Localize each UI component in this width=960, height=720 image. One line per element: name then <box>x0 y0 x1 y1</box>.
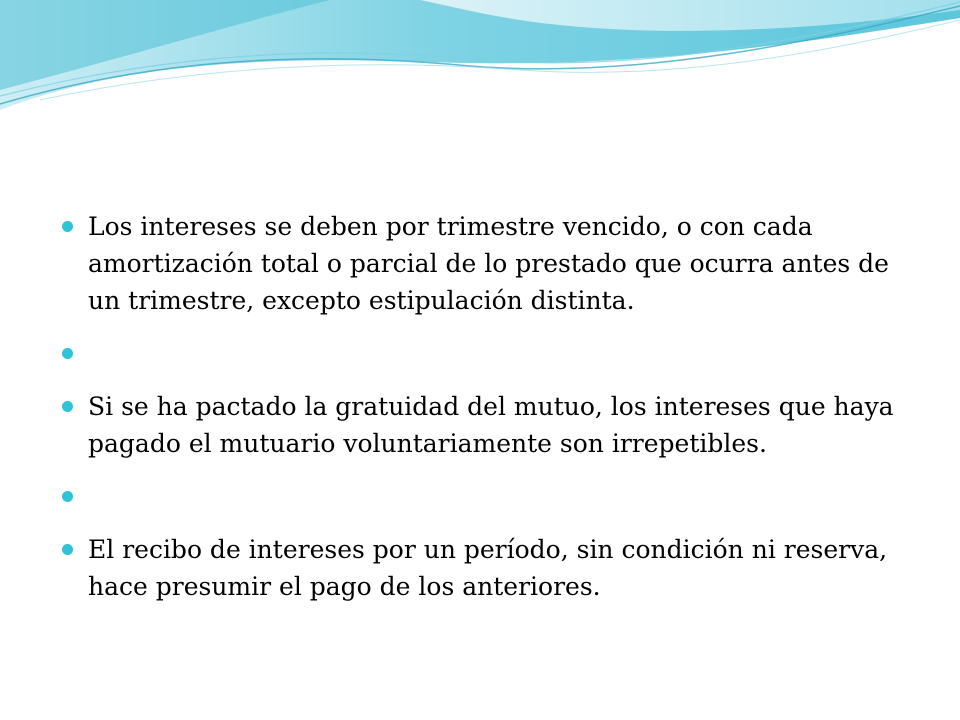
slide-body <box>60 208 900 621</box>
bullet-dot-icon <box>62 348 73 359</box>
bullet-item-empty <box>60 478 900 515</box>
bullet-item <box>60 388 900 462</box>
bullet-text: Los intereses se deben por trimestre vencido, o con cada amortización total o parcial de lo prestado que ocurra antes de un trimestre, excepto estipulación distinta. <box>88 212 889 315</box>
bullet-item <box>60 208 900 319</box>
header-wave-decoration <box>0 0 960 120</box>
bullet-dot-icon <box>62 221 73 232</box>
bullet-text: Si se ha pactado la gratuidad del mutuo, los intereses que haya pagado el mutuario voluntariamente son irrepetibles. <box>88 392 894 458</box>
bullet-dot-icon <box>62 491 73 502</box>
bullet-item-empty <box>60 335 900 372</box>
bullet-item <box>60 531 900 605</box>
bullet-dot-icon <box>62 401 73 412</box>
bullet-dot-icon <box>62 544 73 555</box>
bullet-text: El recibo de intereses por un período, sin condición ni reserva, hace presumir el pago de los anteriores. <box>88 535 888 601</box>
bullet-list <box>60 208 900 605</box>
